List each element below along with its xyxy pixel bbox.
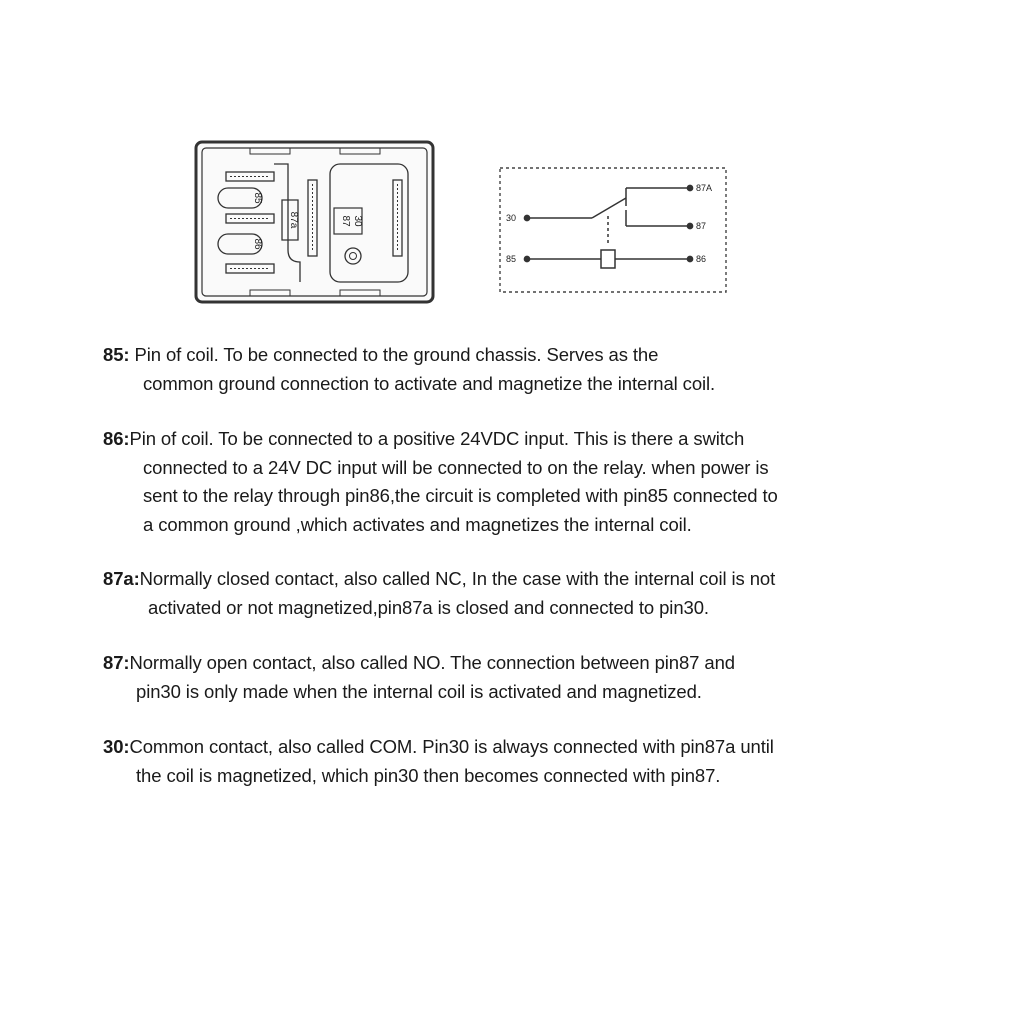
desc-line: the coil is magnetized, which pin30 then becomes connected with pin87.: [136, 764, 721, 786]
desc-line: Common contact, also called COM. Pin30 is always connected with pin87a until: [129, 736, 774, 757]
desc-line: pin30 is only made when the internal coil is activated and magnetized.: [136, 680, 702, 702]
pin-30-heading: 30:: [103, 736, 130, 757]
pin-87a-label: 87a: [288, 211, 299, 229]
relay-body: [196, 142, 433, 302]
pin-86-description: [103, 425, 923, 539]
desc-line: a common ground ,which activates and magnetizes the internal coil.: [143, 513, 692, 535]
pin-87-description: [103, 649, 923, 706]
pin-30-label: 30: [352, 215, 363, 227]
pin-87-label: 87: [340, 215, 351, 227]
pin-86-label: 86: [252, 238, 263, 250]
relay-schematic: [500, 168, 726, 292]
desc-line: Normally open contact, also called NO. The connection between pin87 and: [129, 652, 735, 673]
pin-87a-description: [103, 565, 923, 622]
desc-line: sent to the relay through pin86,the circuit is completed with pin85 connected to: [143, 485, 778, 506]
pin-85-label: 85: [252, 192, 263, 204]
desc-line: common ground connection to activate and magnetize the internal coil.: [143, 372, 716, 394]
terminal-30-label: 30: [506, 213, 517, 223]
relay-diagram: [0, 0, 1024, 320]
terminal-86-label: 86: [696, 254, 707, 264]
terminal-87-label: 87: [696, 221, 707, 231]
pin-85-description: [103, 341, 923, 398]
pin-87a-heading: 87a:: [103, 568, 140, 589]
pin-87-heading: 87:: [103, 652, 130, 673]
desc-line: activated or not magnetized,pin87a is closed and connected to pin30.: [148, 596, 709, 618]
terminal-85-label: 85: [506, 254, 517, 264]
desc-line: Pin of coil. To be connected to a positive 24VDC input. This is there a switch: [129, 428, 745, 449]
pin-85-heading: 85:: [103, 344, 130, 365]
pin-30-description: [103, 733, 923, 790]
pin-86-heading: 86:: [103, 428, 130, 449]
terminal-87a-label: 87A: [696, 183, 713, 193]
desc-line: Normally closed contact, also called NC, In the case with the internal coil is not: [139, 568, 776, 589]
desc-line: connected to a 24V DC input will be connected to on the relay. when power is: [143, 456, 769, 478]
desc-line: Pin of coil. To be connected to the ground chassis. Serves as the: [129, 344, 659, 365]
